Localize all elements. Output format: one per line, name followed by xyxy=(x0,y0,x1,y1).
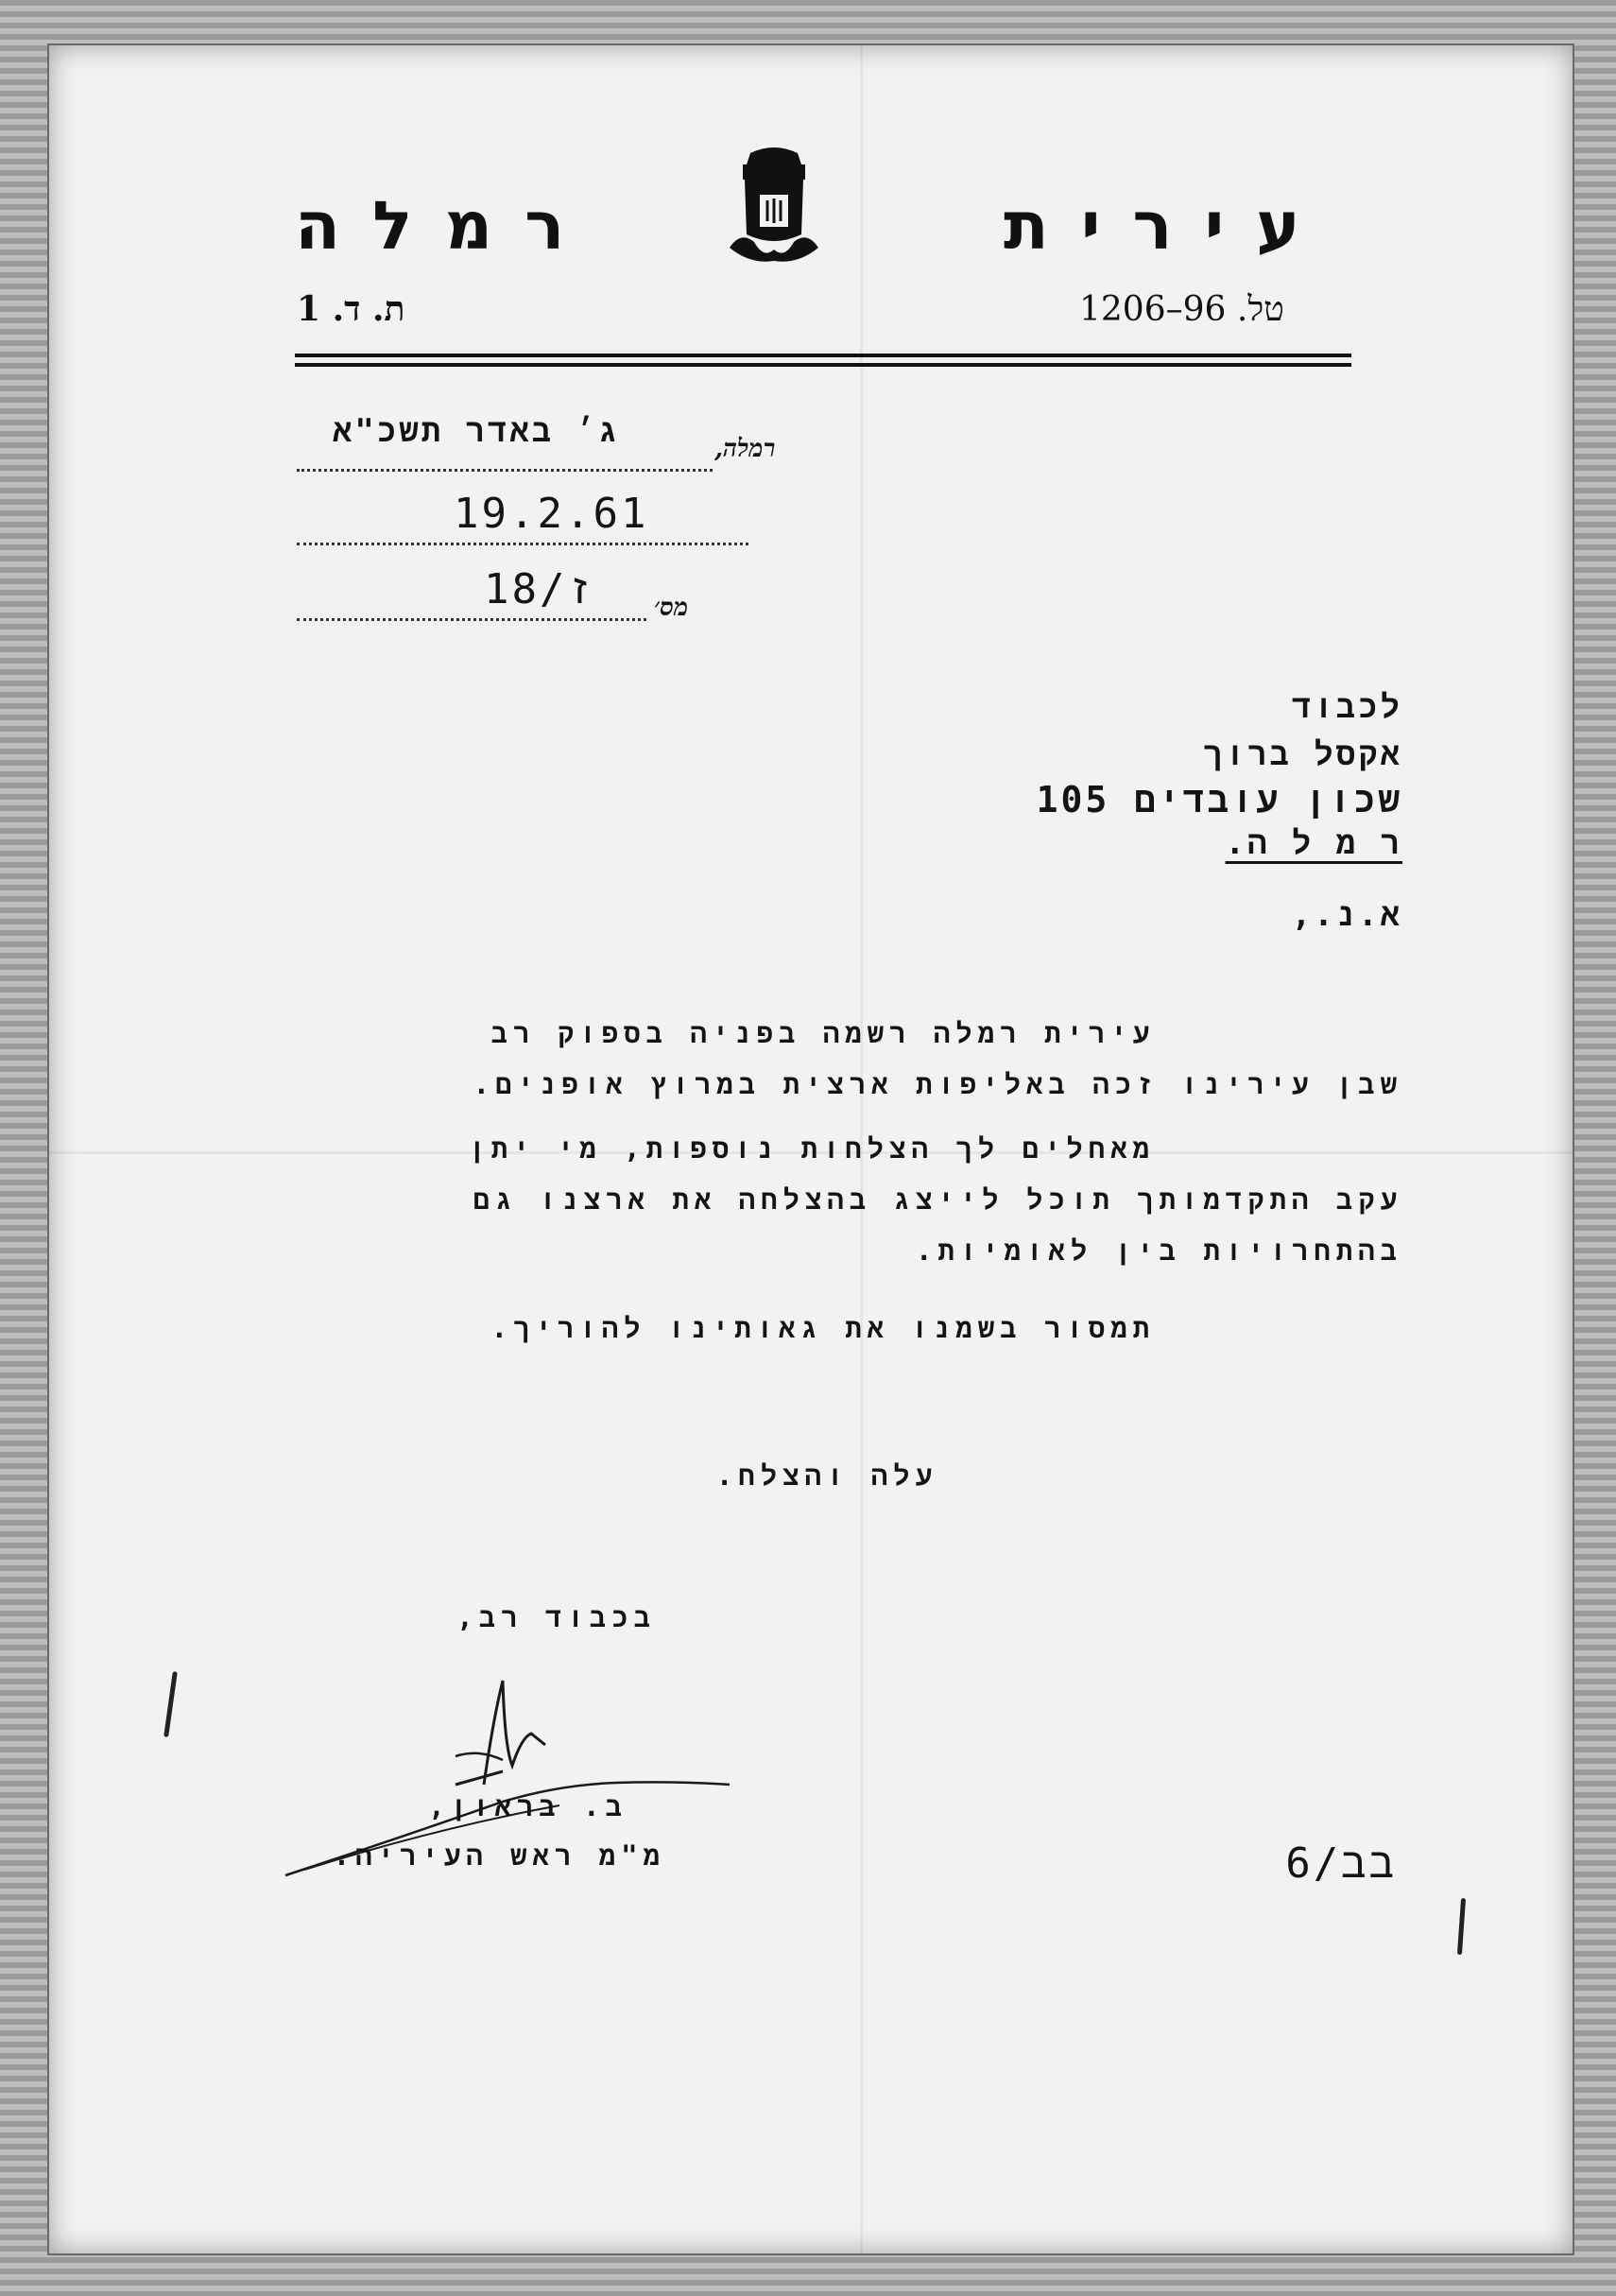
pencil-mark-left xyxy=(163,1671,178,1737)
letterhead-rule-top xyxy=(295,354,1351,357)
recipient-city: ר מ ל ה. xyxy=(1225,824,1402,862)
letterhead-municipality: עירית xyxy=(1004,187,1332,265)
signer-name: ב. בראון, xyxy=(428,1790,627,1822)
date-dotted-line xyxy=(297,469,713,472)
hebrew-date: ג׳ באדר תשכ"א xyxy=(333,412,621,450)
place-label: רמלה, xyxy=(714,435,776,463)
body-p1-line1: עירית רמלה רשמה בפניה בספוק רב xyxy=(490,1017,1155,1049)
greeting: א.נ., xyxy=(1291,896,1402,934)
body-p2-line3: בהתחרויות בין לאומיות. xyxy=(915,1234,1402,1267)
gregorian-date: 19.2.61 xyxy=(454,490,649,538)
letterhead-city: רמלה xyxy=(295,187,597,265)
letterhead-po-box: ת. ד. 1 xyxy=(297,289,405,329)
reference-number: ז/18 xyxy=(484,565,595,613)
file-reference: בב/6 xyxy=(1285,1839,1397,1888)
reference-dotted-line xyxy=(297,618,646,621)
gregorian-date-dotted-line xyxy=(297,543,748,545)
reference-number-label: מס׳ xyxy=(654,594,689,622)
regards: בכבוד רב, xyxy=(456,1601,656,1633)
body-p1-line2: שבן עירינו זכה באליפות ארצית במרוץ אופנים. xyxy=(473,1068,1402,1100)
letterhead-rule-bottom xyxy=(295,363,1351,367)
letter-paper xyxy=(49,45,1573,2253)
recipient-name: אקסל ברוך xyxy=(1203,735,1402,773)
body-p2-line2: עקב התקדמותך תוכל לייצג בהצלחה את ארצנו גם xyxy=(473,1183,1402,1216)
letterhead-phone: טל. 96–1206 xyxy=(1079,290,1284,329)
signer-title: מ"מ ראש העיריה. xyxy=(333,1839,665,1872)
pencil-mark-right xyxy=(1457,1898,1466,1955)
city-emblem-icon xyxy=(722,144,826,267)
body-p2-line1: מאחלים לך הצלחות נוספות, מי יתן xyxy=(469,1132,1155,1165)
recipient-address: שכון עובדים 105 xyxy=(1036,779,1402,820)
closing-wish: עלה והצלח. xyxy=(715,1459,937,1492)
body-p3: תמסור בשמנו את גאותינו להוריך. xyxy=(490,1312,1155,1344)
recipient-salutation: לכבוד xyxy=(1291,688,1402,726)
